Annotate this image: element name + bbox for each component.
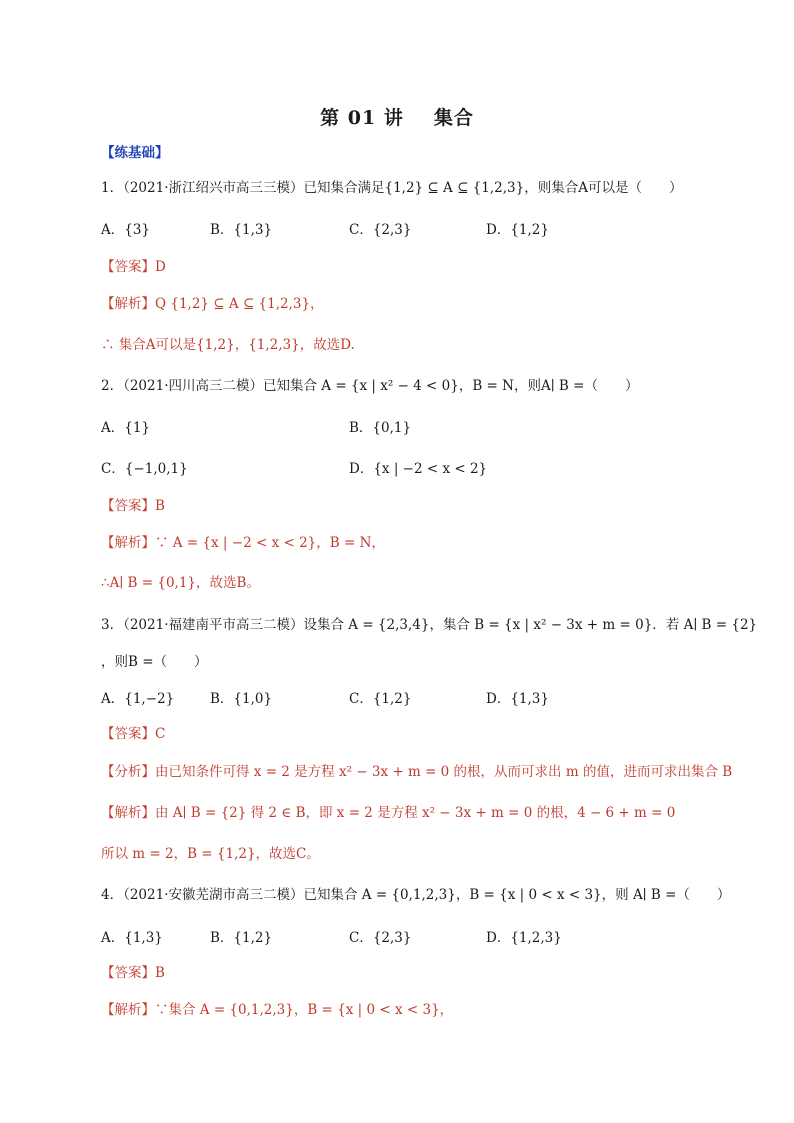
analysis-tag: 【解析】: [101, 296, 155, 312]
q1-option-a: A．{3}: [101, 222, 151, 238]
analysis-text: ∵集合 A = {0,1,2,3}，B = {x | 0 < x < 3}，: [155, 1002, 454, 1018]
answer-tag: 【答案】: [101, 259, 155, 275]
answer-value: D: [155, 259, 166, 275]
q4-option-b: B．{1,2}: [210, 930, 273, 946]
hint-text: 由已知条件可得 x = 2 是方程 x² − 3x + m = 0 的根，从而可求出 m 的值，进而可求出集合 B: [155, 764, 733, 780]
page-title: [0, 103, 794, 130]
q3-analysis-line2: 所以 m = 2，B = {1,2}，故选C。: [101, 846, 320, 862]
q4-option-d: D．{1,2,3}: [486, 930, 562, 946]
q4-stem: 4．（2021·安徽芜湖市高三二模）已知集合 A = {0,1,2,3}，B = {x | 0 < x < 3}，则 A∣ B =（ ）: [101, 887, 731, 903]
q1-option-b: B．{1,3}: [210, 222, 273, 238]
title-lecture-number: 第 01 讲: [320, 107, 404, 129]
q3-stem-line2: ，则B =（ ）: [101, 654, 208, 670]
q1-stem: 1．（2021·浙江绍兴市高三三模）已知集合满足{1,2} ⊆ A ⊆ {1,2,3}，则集合A可以是（ ）: [101, 180, 683, 196]
analysis-tag: 【解析】: [101, 805, 155, 821]
q2-analysis-line1: [101, 533, 385, 553]
q3-answer: [101, 724, 165, 744]
section-label: 【练基础】: [101, 145, 169, 161]
q3-option-a: A．{1,−2}: [101, 691, 175, 707]
answer-tag: 【答案】: [101, 498, 155, 514]
q1-option-d: D．{1,2}: [486, 222, 549, 238]
answer-tag: 【答案】: [101, 726, 155, 742]
analysis-text: ∵ A = {x | −2 < x < 2}，B = N，: [155, 535, 385, 551]
analysis-tag: 【解析】: [101, 535, 155, 551]
q2-analysis-line2: ∴A∣ B = {0,1}，故选B。: [101, 575, 260, 591]
q1-answer: [101, 257, 166, 277]
q3-option-c: C．{1,2}: [349, 691, 412, 707]
title-topic: 集合: [433, 107, 474, 129]
q2-stem: 2．（2021·四川高三二模）已知集合 A = {x | x² − 4 < 0}，B = N，则A∣ B =（ ）: [101, 378, 639, 394]
q2-option-a: A．{1}: [101, 420, 151, 436]
q4-option-a: A．{1,3}: [101, 930, 163, 946]
q2-option-c: C．{−1,0,1}: [101, 461, 188, 477]
analysis-text: Q {1,2} ⊆ A ⊆ {1,2,3}，: [155, 296, 324, 312]
hint-tag: 【分析】: [101, 764, 155, 780]
q3-option-b: B．{1,0}: [210, 691, 273, 707]
analysis-tag: 【解析】: [101, 1002, 155, 1018]
q2-option-b: B．{0,1}: [349, 420, 412, 436]
q3-stem-line1: 3．（2021·福建南平市高三二模）设集合 A = {2,3,4}，集合 B = {x | x² − 3x + m = 0}．若 A∣ B = {2}: [101, 617, 758, 633]
analysis-text: 由 A∣ B = {2} 得 2 ∈ B，即 x = 2 是方程 x² − 3x + m = 0 的根，4 − 6 + m = 0: [155, 805, 676, 821]
q2-answer: [101, 496, 165, 516]
q4-analysis-line1: [101, 1000, 453, 1020]
q1-analysis-line1: [101, 294, 324, 314]
q1-analysis-line2: ∴ 集合A可以是{1,2}，{1,2,3}，故选D.: [101, 337, 355, 353]
answer-value: B: [155, 498, 165, 514]
q3-option-d: D．{1,3}: [486, 691, 549, 707]
q4-option-c: C．{2,3}: [349, 930, 412, 946]
answer-value: C: [155, 726, 166, 742]
q2-option-d: D．{x | −2 < x < 2}: [349, 461, 488, 477]
q1-option-c: C．{2,3}: [349, 222, 412, 238]
q4-answer: [101, 963, 165, 983]
answer-value: B: [155, 965, 165, 981]
q3-hint: [101, 762, 732, 782]
answer-tag: 【答案】: [101, 965, 155, 981]
q3-analysis-line1: [101, 803, 675, 823]
